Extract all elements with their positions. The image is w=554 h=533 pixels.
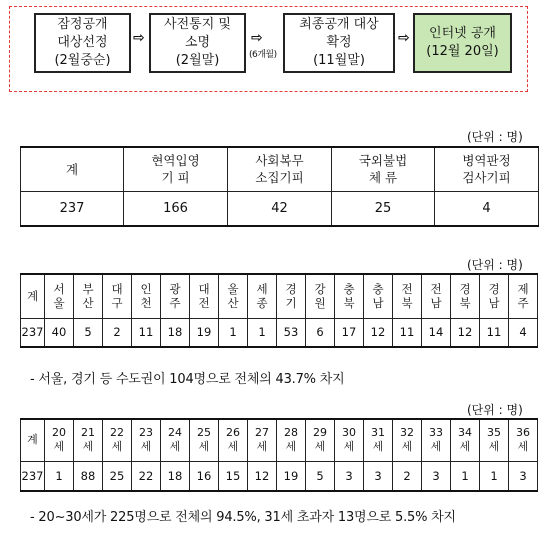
header-cell (335, 419, 364, 461)
table-header-row (21, 147, 539, 191)
region-note: - 서울, 경기 등 수도권이 104명으로 전체의 43.7% 차지 (30, 372, 345, 387)
header-text: 계 (27, 433, 38, 447)
header-text: 세 (488, 440, 500, 454)
value-cell: 4 (509, 318, 538, 347)
header-text: 24 (168, 426, 182, 440)
header-text: 경 (488, 282, 500, 297)
header-cell (509, 274, 538, 318)
header-text: 체 류 (368, 170, 398, 186)
header-cell (21, 147, 124, 191)
header-text: 세 (169, 440, 181, 454)
header-text: 세 (227, 440, 239, 454)
value-cell: 12 (451, 318, 480, 347)
flow-step-date: (2월중순) (54, 53, 111, 68)
header-text: 35 (487, 426, 501, 440)
flow-step-text: 소명 (184, 35, 211, 50)
header-text: 울 (53, 296, 65, 311)
header-text: 천 (140, 296, 152, 311)
header-cell (45, 419, 74, 461)
header-text: 강 (314, 282, 326, 297)
header-cell (509, 419, 538, 461)
header-text: 세 (430, 440, 442, 454)
header-text: 경 (285, 282, 297, 297)
header-text: 세 (372, 440, 384, 454)
header-cell (103, 419, 132, 461)
header-cell (124, 147, 228, 191)
header-text: 세 (285, 440, 297, 454)
header-cell (393, 419, 422, 461)
header-text: 세 (256, 282, 268, 297)
value-cell: 18 (161, 318, 190, 347)
header-cell (219, 274, 248, 318)
header-cell (103, 274, 132, 318)
value-cell: 40 (45, 318, 74, 347)
header-text: 기 (285, 296, 297, 311)
header-text: 기 피 (161, 170, 190, 186)
header-text: 전 (401, 282, 413, 297)
header-text: 산 (82, 296, 94, 311)
header-text: 세 (343, 440, 355, 454)
header-text: 부 (82, 282, 94, 297)
header-text: 세 (82, 440, 94, 454)
table3-unit-label: (단위 : 명) (467, 403, 523, 417)
flow-step-notification (149, 13, 246, 73)
header-text: 검사기피 (462, 170, 511, 186)
header-cell (74, 274, 103, 318)
age-table (20, 418, 538, 492)
header-cell (190, 419, 219, 461)
header-cell (132, 274, 161, 318)
header-cell (435, 147, 539, 191)
header-text: 전 (430, 282, 442, 297)
header-text: 구 (111, 296, 123, 311)
header-text: 계 (65, 161, 79, 177)
header-cell (364, 419, 393, 461)
header-text: 충 (343, 282, 355, 297)
violation-type-table (20, 146, 539, 227)
value-cell: 18 (161, 461, 190, 491)
header-cell (161, 419, 190, 461)
header-text: 경 (459, 282, 471, 297)
header-text: 세 (53, 440, 65, 454)
header-text: 28 (284, 426, 298, 440)
header-cell (277, 419, 306, 461)
table-row (21, 191, 539, 226)
value-cell: 12 (364, 318, 393, 347)
value-cell: 237 (21, 461, 45, 491)
value-cell: 3 (422, 461, 451, 491)
value-cell: 11 (393, 318, 422, 347)
header-text: 충 (372, 282, 384, 297)
flow-step-text: 인터넷 공개 (429, 26, 496, 41)
header-text: 세 (111, 440, 123, 454)
table-row (21, 461, 538, 491)
value-cell: 25 (332, 191, 435, 226)
value-cell: 53 (277, 318, 306, 347)
header-text: 세 (140, 440, 152, 454)
header-cell (422, 419, 451, 461)
value-cell: 1 (451, 461, 480, 491)
table-row (21, 318, 538, 347)
flow-step-text: 최종공개 대상 (299, 17, 379, 32)
value-cell: 237 (21, 318, 45, 347)
header-cell (364, 274, 393, 318)
value-cell: 19 (190, 318, 219, 347)
value-cell: 11 (132, 318, 161, 347)
value-cell: 5 (306, 461, 335, 491)
value-cell: 1 (480, 461, 509, 491)
value-cell: 12 (248, 461, 277, 491)
value-cell: 11 (480, 318, 509, 347)
header-text: 종 (256, 296, 268, 311)
header-cell (45, 274, 74, 318)
header-text: 전 (198, 296, 210, 311)
value-cell: 3 (335, 461, 364, 491)
header-text: 36 (516, 426, 530, 440)
header-cell (480, 419, 509, 461)
header-cell (74, 419, 103, 461)
header-text: 22 (110, 426, 124, 440)
value-cell: 6 (306, 318, 335, 347)
header-text: 세 (517, 440, 529, 454)
header-text: 23 (139, 426, 153, 440)
value-cell: 4 (435, 191, 539, 226)
flow-step-internet-disclosure (413, 13, 512, 73)
value-cell: 22 (132, 461, 161, 491)
header-text: 세 (314, 440, 326, 454)
header-text: 북 (459, 296, 471, 311)
value-cell: 1 (248, 318, 277, 347)
header-text: 30 (342, 426, 356, 440)
header-text: 계 (26, 289, 39, 304)
value-cell: 1 (45, 461, 74, 491)
header-text: 대 (198, 282, 210, 297)
header-cell (451, 274, 480, 318)
flow-arrow-icon: ⇨ (133, 30, 145, 46)
header-text: 세 (256, 440, 268, 454)
value-cell: 17 (335, 318, 364, 347)
flow-step-text: 잠정공개 (57, 17, 108, 32)
header-text: 국외불법 (358, 153, 408, 169)
flow-step-date: (11월말) (313, 53, 365, 68)
value-cell: 3 (509, 461, 538, 491)
header-text: 31 (371, 426, 385, 440)
age-note: - 20~30세가 225명으로 전체의 94.5%, 31세 초과자 13명으로 5.5% 차지 (30, 510, 456, 525)
header-cell (132, 419, 161, 461)
header-text: 광 (169, 282, 181, 297)
header-text: 29 (313, 426, 327, 440)
value-cell: 166 (124, 191, 228, 226)
header-text: 서 (53, 282, 65, 297)
flow-step-text: 사전통지 및 (164, 17, 231, 32)
flow-step-date: (2월말) (175, 53, 220, 68)
value-cell: 16 (190, 461, 219, 491)
value-cell: 88 (74, 461, 103, 491)
flow-step-date: (12월 20일) (426, 44, 499, 59)
header-text: 27 (255, 426, 269, 440)
flow-gap-note: (6개월) (249, 50, 277, 60)
header-cell (422, 274, 451, 318)
header-text: 병역판정 (462, 153, 511, 169)
header-cell (228, 147, 332, 191)
flow-step-text: 확정 (326, 35, 352, 50)
region-table (20, 273, 538, 348)
header-cell (248, 419, 277, 461)
table2-unit-label: (단위 : 명) (467, 258, 523, 272)
header-cell (248, 274, 277, 318)
header-text: 주 (169, 296, 181, 311)
header-text: 북 (401, 296, 413, 311)
value-cell: 15 (219, 461, 248, 491)
header-cell (332, 147, 435, 191)
header-text: 인 (140, 282, 152, 297)
header-text: 현역입영 (151, 153, 200, 169)
header-text: 남 (488, 296, 500, 311)
header-text: 33 (429, 426, 443, 440)
header-cell (21, 419, 45, 461)
flow-step-final-confirmation (283, 13, 395, 73)
value-cell: 19 (277, 461, 306, 491)
header-text: 북 (343, 296, 355, 311)
table1-unit-label: (단위 : 명) (467, 130, 523, 144)
header-text: 26 (226, 426, 240, 440)
header-text: 대 (111, 282, 123, 297)
header-text: 주 (517, 296, 529, 311)
header-text: 세 (459, 440, 471, 454)
header-text: 제 (517, 282, 529, 297)
header-cell (306, 419, 335, 461)
header-text: 34 (458, 426, 472, 440)
header-text: 세 (401, 440, 413, 454)
header-cell (451, 419, 480, 461)
value-cell: 1 (219, 318, 248, 347)
header-cell (161, 274, 190, 318)
flow-arrow-icon: ⇨ (398, 30, 410, 46)
header-text: 20 (52, 426, 66, 440)
value-cell: 2 (103, 318, 132, 347)
header-cell (190, 274, 219, 318)
value-cell: 2 (393, 461, 422, 491)
header-cell (306, 274, 335, 318)
header-text: 원 (314, 296, 326, 311)
value-cell: 5 (74, 318, 103, 347)
header-text: 소집기피 (255, 170, 304, 186)
header-text: 남 (372, 296, 384, 311)
flow-step-preliminary-selection (34, 13, 131, 73)
header-cell (480, 274, 509, 318)
flow-arrow-icon: ⇨ (251, 30, 263, 46)
header-cell (21, 274, 45, 318)
header-text: 사회복무 (255, 153, 304, 169)
header-text: 25 (197, 426, 211, 440)
value-cell: 237 (21, 191, 124, 226)
header-text: 21 (81, 426, 95, 440)
flow-step-text: 대상선정 (57, 35, 108, 50)
table-header-row (21, 274, 538, 318)
header-cell (393, 274, 422, 318)
header-text: 산 (227, 296, 239, 311)
value-cell: 3 (364, 461, 393, 491)
value-cell: 25 (103, 461, 132, 491)
value-cell: 14 (422, 318, 451, 347)
header-text: 32 (400, 426, 414, 440)
header-cell (335, 274, 364, 318)
header-cell (277, 274, 306, 318)
header-text: 세 (198, 440, 210, 454)
table-header-row (21, 419, 538, 461)
header-text: 울 (227, 282, 239, 297)
value-cell: 42 (228, 191, 332, 226)
header-cell (219, 419, 248, 461)
header-text: 남 (430, 296, 442, 311)
